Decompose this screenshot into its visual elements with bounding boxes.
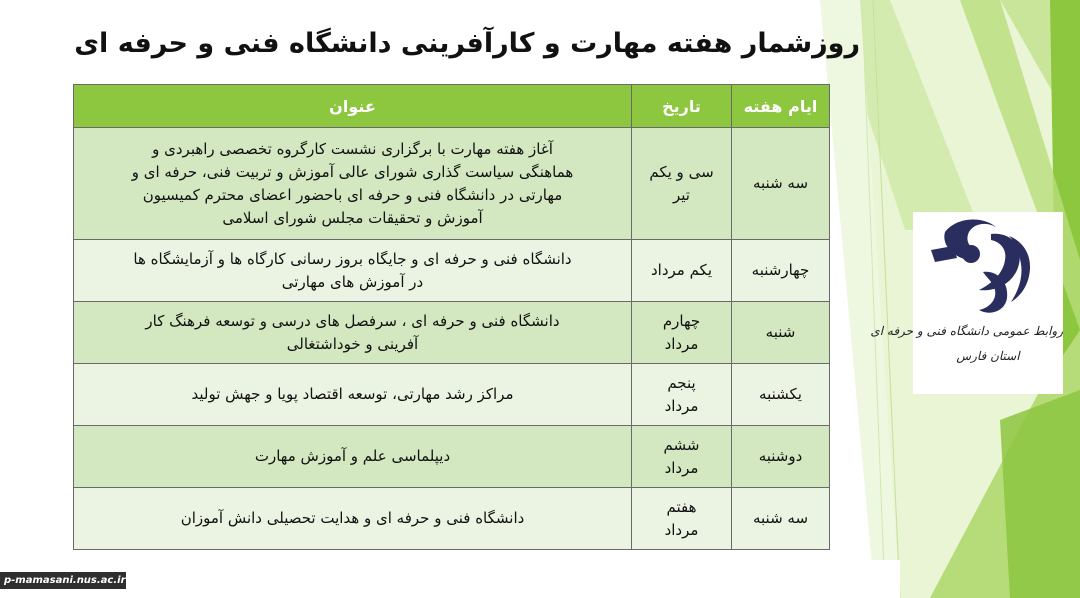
cell-title <box>74 302 632 364</box>
university-logo-icon <box>913 212 1063 322</box>
table-header-row <box>74 85 830 128</box>
cell-title-line: آموزش و تحقیقات مجلس شورای اسلامی <box>222 208 483 227</box>
cell-date-line: مرداد <box>664 458 699 477</box>
cell-date-line: تیر <box>673 185 690 204</box>
cell-title-line: دانشگاه فنی و حرفه ای و هدایت تحصیلی دانش آموزان <box>180 509 525 527</box>
cell-date-line: مرداد <box>664 520 699 539</box>
cell-day: شنبه <box>732 302 830 364</box>
cell-date-line: ششم <box>663 435 700 454</box>
header-title: عنوان <box>74 85 632 128</box>
logo-panel <box>870 212 1063 394</box>
cell-title <box>74 128 632 240</box>
cell-date <box>632 426 732 488</box>
logo-caption-line1: روابط عمومی دانشگاه فنی و حرفه ای <box>870 324 1063 338</box>
cell-title <box>74 240 632 302</box>
cell-day: سه شنبه <box>732 128 830 240</box>
cell-title-line: هماهنگی سیاست گذاری شورای عالی آموزش و تربیت فنی، حرفه ای و <box>131 162 574 181</box>
table-row <box>74 488 830 550</box>
cell-date-line: سی و یکم <box>649 162 714 181</box>
header-date: تاریخ <box>632 85 732 128</box>
watermark-text: p-mamasani.nus.ac.ir <box>4 575 126 586</box>
watermark-badge <box>0 572 126 589</box>
cell-date <box>632 240 732 302</box>
table-row <box>74 364 830 426</box>
cell-day: سه شنبه <box>732 488 830 550</box>
cell-title-line: آغاز هفته مهارت با برگزاری نشست کارگروه تخصصی راهبردی و <box>152 139 553 158</box>
cell-date <box>632 488 732 550</box>
table-row <box>74 240 830 302</box>
cell-date-line: هفتم <box>666 497 697 516</box>
cell-title <box>74 488 632 550</box>
cell-day: یکشنبه <box>732 364 830 426</box>
slide-title: روزشمار هفته مهارت و کارآفرینی دانشگاه فنی و حرفه ای <box>74 28 860 59</box>
cell-title <box>74 364 632 426</box>
cell-date-line: مرداد <box>664 334 699 353</box>
cell-title <box>74 426 632 488</box>
table-row <box>74 426 830 488</box>
table-row <box>74 128 830 240</box>
cell-title-line: دیپلماسی علم و آموزش مهارت <box>254 447 451 465</box>
cell-date-line: مرداد <box>664 396 699 415</box>
cell-date-line: یکم مرداد <box>650 261 713 279</box>
cell-day: دوشنبه <box>732 426 830 488</box>
cell-title-line: مراکز رشد مهارتی، توسعه اقتصاد پویا و جهش تولید <box>191 385 514 403</box>
cell-title-line: در آموزش های مهارتی <box>281 272 424 291</box>
table-body <box>74 128 830 550</box>
cell-title-line: مهارتی در دانشگاه فنی و حرفه ای باحضور اعضای محترم کمیسیون <box>142 185 563 204</box>
schedule-table <box>73 84 829 550</box>
cell-date <box>632 302 732 364</box>
cell-day: چهارشنبه <box>732 240 830 302</box>
header-day: ایام هفته <box>732 85 830 128</box>
logo-caption-line2: استان فارس <box>956 349 1020 363</box>
cell-title-line: آفرینی و خوداشتغالی <box>286 334 419 353</box>
table-row <box>74 302 830 364</box>
cell-title-line: دانشگاه فنی و حرفه ای و جایگاه بروز رسانی کارگاه ها و آزمایشگاه ها <box>133 249 572 268</box>
cell-title-line: دانشگاه فنی و حرفه ای ، سرفصل های درسی و توسعه فرهنگ کار <box>145 311 560 330</box>
cell-date <box>632 128 732 240</box>
cell-date-line: پنجم <box>667 373 696 392</box>
cell-date-line: چهارم <box>662 311 701 330</box>
cell-date <box>632 364 732 426</box>
